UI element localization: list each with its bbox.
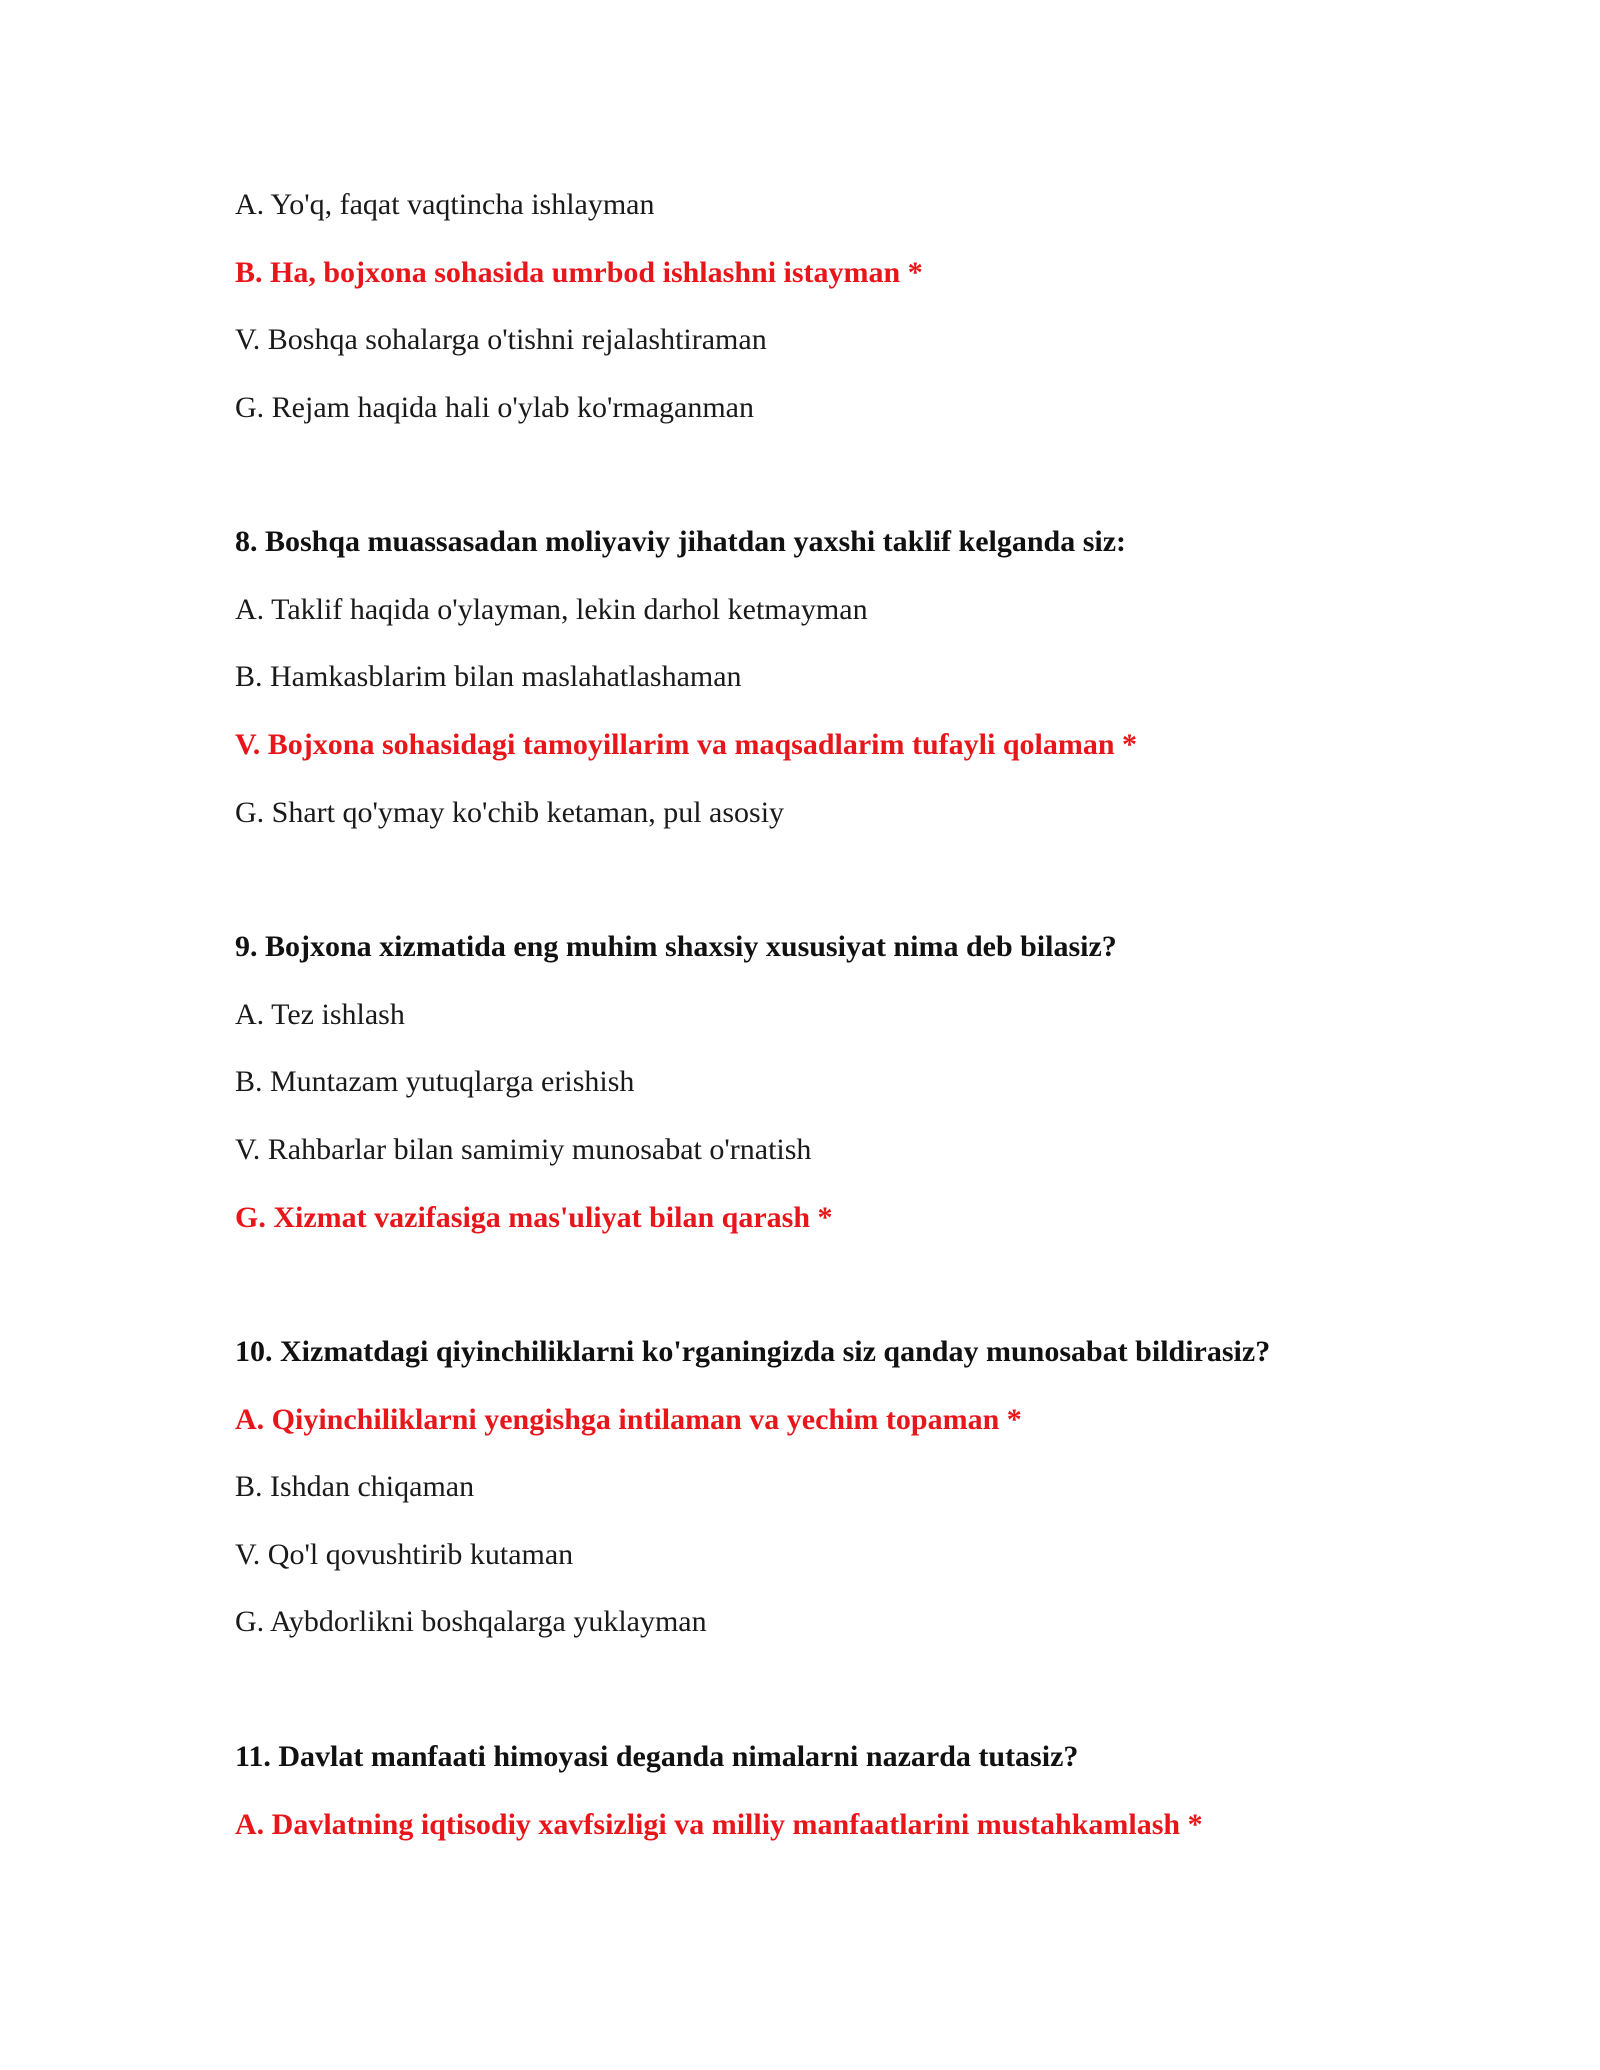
question-9-heading: 9. Bojxona xizmatida eng muhim shaxsiy xususiyat nima deb bilasiz? — [235, 930, 1117, 963]
answer-option: B. Muntazam yutuqlarga erishish — [235, 1065, 635, 1098]
correct-answer-option: B. Ha, bojxona sohasida umrbod ishlashni istayman * — [235, 256, 923, 289]
answer-option: B. Ishdan chiqaman — [235, 1470, 475, 1503]
correct-answer-option: V. Bojxona sohasidagi tamoyillarim va maqsadlarim tufayli qolaman * — [235, 728, 1138, 761]
answer-option: V. Rahbarlar bilan samimiy munosabat o'rnatish — [235, 1133, 812, 1166]
answer-option: G. Rejam haqida hali o'ylab ko'rmaganman — [235, 391, 754, 424]
answer-option: V. Qo'l qovushtirib kutaman — [235, 1538, 574, 1571]
answer-option: A. Yo'q, faqat vaqtincha ishlayman — [235, 188, 655, 221]
correct-answer-option: A. Qiyinchiliklarni yengishga intilaman va yechim topaman * — [235, 1403, 1022, 1436]
correct-answer-option: G. Xizmat vazifasiga mas'uliyat bilan qarash * — [235, 1201, 833, 1234]
answer-option: V. Boshqa sohalarga o'tishni rejalashtiraman — [235, 323, 767, 356]
question-10-heading: 10. Xizmatdagi qiyinchiliklarni ko'rganingizda siz qanday munosabat bildirasiz? — [235, 1335, 1271, 1368]
question-8-heading: 8. Boshqa muassasadan moliyaviy jihatdan yaxshi taklif kelganda siz: — [235, 525, 1127, 558]
answer-option: A. Tez ishlash — [235, 998, 405, 1031]
answer-option: G. Shart qo'ymay ko'chib ketaman, pul asosiy — [235, 796, 785, 829]
answer-option: G. Aybdorlikni boshqalarga yuklayman — [235, 1605, 707, 1638]
question-11-heading: 11. Davlat manfaati himoyasi deganda nimalarni nazarda tutasiz? — [235, 1740, 1079, 1773]
correct-answer-option: A. Davlatning iqtisodiy xavfsizligi va milliy manfaatlarini mustahkamlash * — [235, 1808, 1203, 1841]
answer-option: B. Hamkasblarim bilan maslahatlashaman — [235, 660, 742, 693]
answer-option: A. Taklif haqida o'ylayman, lekin darhol ketmayman — [235, 593, 868, 626]
